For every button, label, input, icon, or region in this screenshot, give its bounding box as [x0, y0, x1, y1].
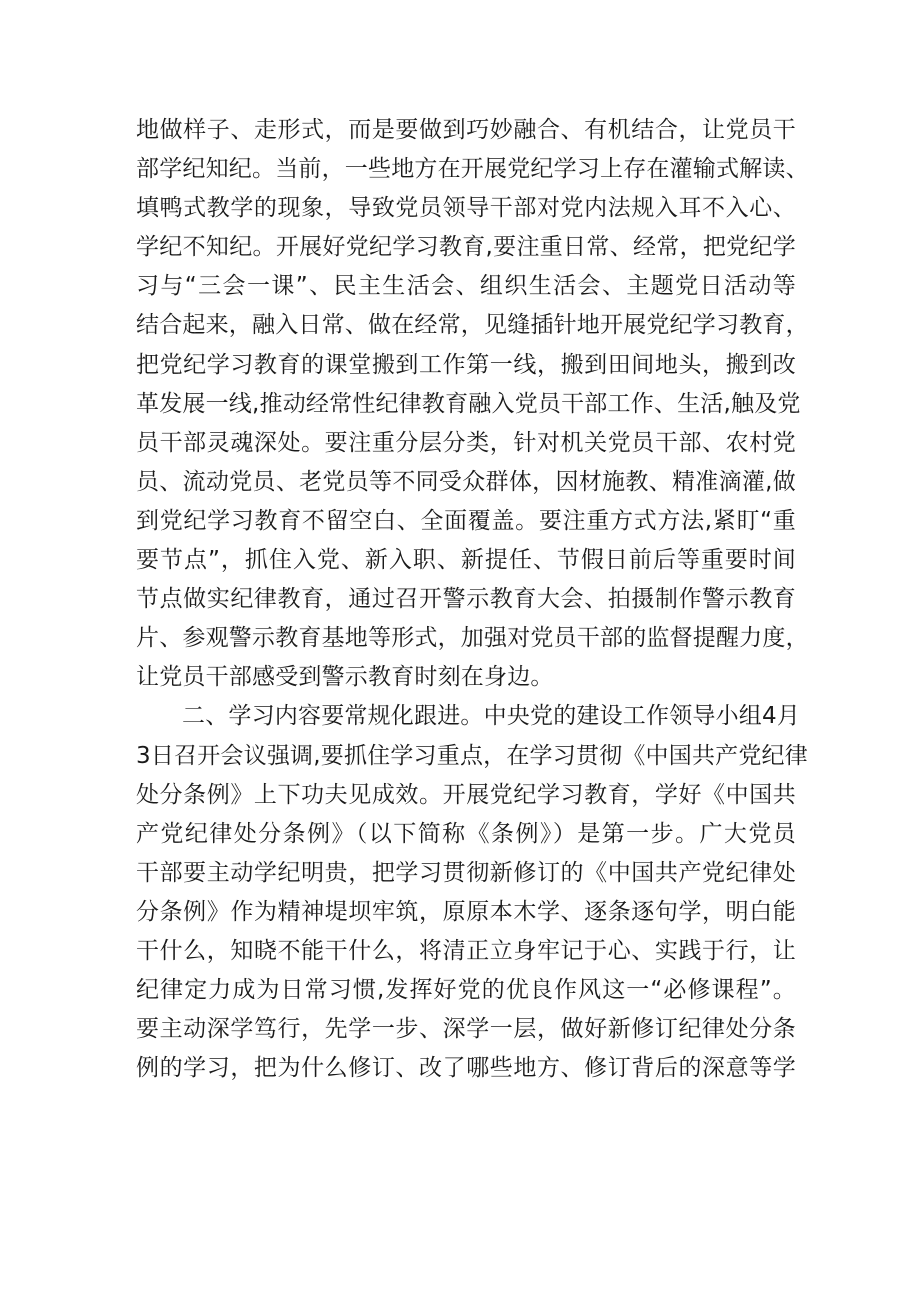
text-line: 员干部灵魂深处。要注重分层分类，针对机关党员干部、农村党 — [136, 429, 796, 456]
text-line: 员、流动党员、老党员等不同受众群体，因材施教、精准滴灌,做 — [136, 468, 796, 495]
document-body — [136, 111, 809, 1088]
text-line: 到党纪学习教育不留空白、全面覆盖。要注重方式方法,紧盯“重 — [136, 507, 796, 534]
text-line: 要节点”，抓住入党、新入职、新提任、节假日前后等重要时间 — [136, 547, 796, 574]
text-line: 处分条例》上下功夫见成效。开展党纪学习教育，学好《中国共 — [136, 781, 796, 808]
text-line: 把党纪学习教育的课堂搬到工作第一线，搬到田间地头，搬到改 — [136, 351, 796, 378]
text-line: 纪律定力成为日常习惯,发挥好党的优良作风这一“必修课程”。 — [136, 977, 796, 1004]
text-line: 3日召开会议强调,要抓住学习重点，在学习贯彻《中国共产党纪律 — [136, 742, 808, 769]
section-heading-line: 二、学习内容要常规化跟进。中央党的建设工作领导小组4月 — [182, 703, 801, 730]
paragraph-end-line: 让党员干部感受到警示教育时刻在身边。 — [136, 664, 554, 691]
text-line: 分条例》作为精神堤坝牢筑，原原本木学、逐条逐句学，明白能 — [136, 898, 796, 925]
text-line: 结合起来，融入日常、做在经常，见缝插针地开展党纪学习教育， — [136, 312, 809, 339]
text-line: 要主动深学笃行，先学一步、深学一层，做好新修订纪律处分条 — [136, 1016, 796, 1043]
text-line: 地做样子、走形式，而是要做到巧妙融合、有机结合，让党员干 — [136, 117, 796, 143]
text-line: 片、参观警示教育基地等形式，加强对党员干部的监督提醒力度， — [136, 625, 809, 652]
text-line: 节点做实纪律教育，通过召开警示教育大会、拍摄制作警示教育 — [136, 586, 796, 613]
text-line: 干什么，知晓不能干什么，将清正立身牢记于心、实践于行，让 — [136, 937, 796, 964]
text-line: 革发展一线,推动经常性纪律教育融入党员干部工作、生活,触及党 — [136, 390, 801, 417]
text-line: 习与“三会一课”、民主生活会、组织生活会、主题党日活动等 — [136, 273, 796, 300]
text-line: 干部要主动学纪明贵，把学习贯彻新修订的《中国共产党纪律处 — [136, 859, 796, 886]
text-line: 填鸭式教学的现象，导致党员领导干部对党内法规入耳不入心、 — [136, 195, 796, 222]
text-line: 学纪不知纪。开展好党纪学习教育,要注重日常、经常，把党纪学 — [136, 234, 796, 261]
text-line: 部学纪知纪。当前，一些地方在开展党纪学习上存在灌输式解读、 — [136, 156, 809, 183]
text-line: 例的学习，把为什么修订、改了哪些地方、修订背后的深意等学 — [136, 1055, 796, 1082]
text-line: 产党纪律处分条例》（以下简称《条例》）是第一步。广大党员 — [136, 820, 796, 847]
